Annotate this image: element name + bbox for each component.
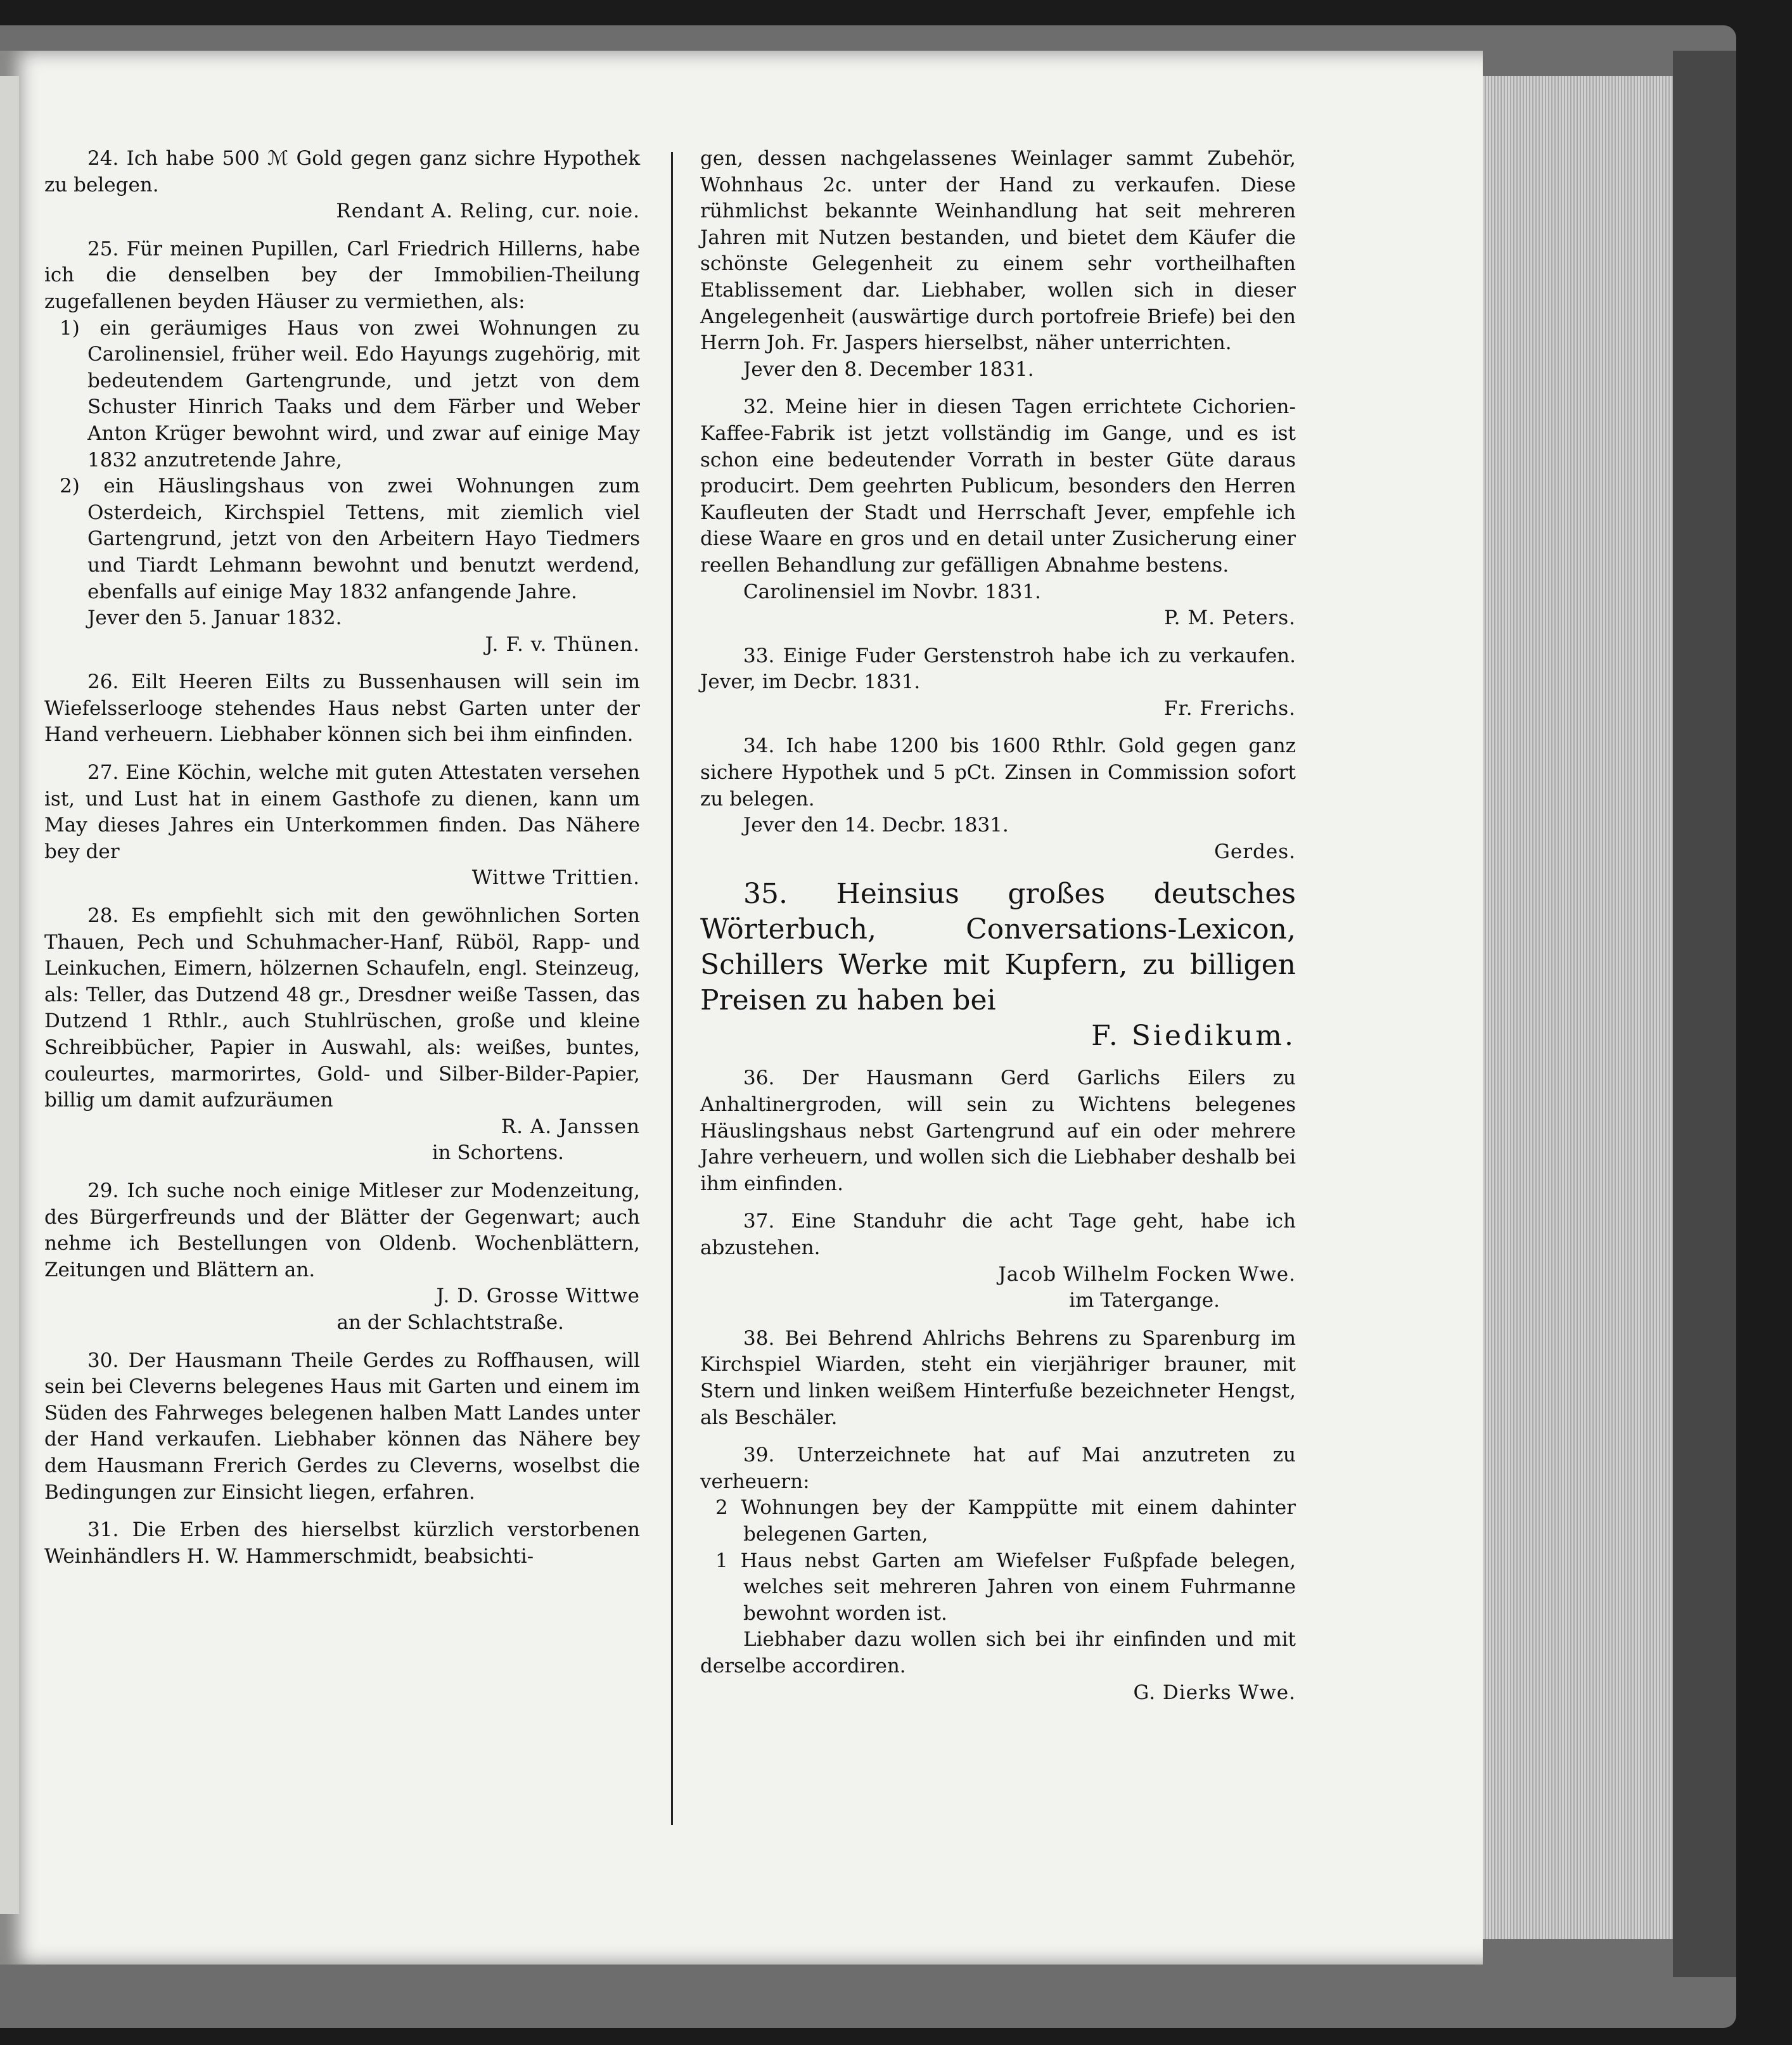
advert-entry <box>44 903 640 1167</box>
advert-entry <box>700 146 1296 383</box>
previous-page-edge <box>0 76 19 1914</box>
advert-signature: J. F. v. Thünen. <box>485 632 640 656</box>
left-column <box>44 146 640 1581</box>
advert-entry <box>700 1442 1296 1706</box>
advert-signature: F. Siedikum. <box>1091 1020 1296 1053</box>
advert-text: 32. Meine hier in diesen Tagen errichtete Cichorien-Kaffee-Fabrik ist jetzt vollständig im Gange, und es ist schon eine bedeutender Vorrath in bester Güte daraus producirt. Dem geehrten Publicum, besonders den Herren Kaufleuten der Stadt und Herrschaft Jever, empfehle ich diese Waare en gros und en detail unter Zusicherung einer reellen Behandlung zur gefälligen Abnahme bestens. <box>700 395 1296 577</box>
advert-text: 27. Eine Köchin, welche mit guten Attestaten versehen ist, und Lust hat in einem Gasthofe zu dienen, kann um May dieses Jahres ein Unterkommen finden. Das Nähere bey der <box>44 761 640 863</box>
advert-signature-location: im Tatergange. <box>1069 1289 1220 1312</box>
advert-text: 34. Ich habe 1200 bis 1600 Rthlr. Gold gegen ganz sichere Hypothek und 5 pCt. Zinsen in Commission sofort zu belegen. <box>700 734 1296 811</box>
page-edges <box>1483 76 1673 1939</box>
right-column <box>700 146 1296 1717</box>
advert-list-item: 2) ein Häuslingshaus von zwei Wohnungen zum Osterdeich, Kirchspiel Tettens, mit ziemlich viel Gartengrund, jetzt von den Arbeitern Hayo Tiedmers und Tiardt Lehmann bewohnt und benutzt werdend, ebenfalls auf einige May 1832 anfangende Jahre. <box>60 475 640 603</box>
advert-text: 35. Heinsius großes deutsches Wörterbuch, Conversations-Lexicon, Schillers Werke mit Kupfern, zu billigen Preisen zu haben bei <box>700 878 1296 1017</box>
advert-text: 28. Es empfiehlt sich mit den gewöhnlichen Sorten Thauen, Pech und Schuhmacher-Hanf, Rüböl, Rapp- und Leinkuchen, Eimern, hölzernen Schaufeln, engl. Steinzeug, als: Teller, das Dutzend 48 gr., Dresdner weiße Tassen, das Dutzend 1 Rthlr., auch Stuhlrüschen, große und kleine Schreibbücher, Papier in Auswahl, als: weißes, buntes, couleurtes, marmorirtes, Gold- und Silber-Bilder-Papier, billig um damit aufzuräumen <box>44 904 640 1112</box>
advert-entry <box>44 236 640 658</box>
advert-signature: Wittwe Trittien. <box>471 866 640 890</box>
advert-signature: G. Dierks Wwe. <box>1133 1681 1296 1704</box>
advert-text: 30. Der Hausmann Theile Gerdes zu Roffhausen, will sein bei Cleverns belegenes Haus mit Garten und einem im Süden des Fahrweges belegenen halben Matt Landes unter der Hand verkaufen. Liebhaber können das Nähere bey dem Hausmann Frerich Gerdes zu Cleverns, woselbst die Bedingungen zur Einsicht liegen, erfahren. <box>44 1349 640 1504</box>
advert-text: 25. Für meinen Pupillen, Carl Friedrich Hillerns, habe ich die denselben bey der Immobilien-Theilung zugefallenen beyden Häuser zu vermiethen, als: <box>44 237 640 313</box>
column-divider <box>671 152 673 1825</box>
advert-entry <box>44 669 640 748</box>
advert-entry <box>700 643 1296 722</box>
advert-signature: Rendant A. Reling, cur. noie. <box>336 200 640 223</box>
advert-signature: Jacob Wilhelm Focken Wwe. <box>998 1262 1296 1286</box>
advert-signature: Gerdes. <box>1214 840 1296 863</box>
advert-text: 29. Ich suche noch einige Mitleser zur Modenzeitung, des Bürgerfreunds und der Blätter der Gegenwart; auch nehme ich Bestellungen von Oldenb. Wochenblättern, Zeitungen und Blättern an. <box>44 1179 640 1281</box>
advert-place-date: Carolinensiel im Novbr. 1831. <box>743 580 1041 603</box>
advert-list-item: 2 Wohnungen bey der Kamppütte mit einem dahinter belegenen Garten, <box>715 1496 1296 1546</box>
advert-signature: P. M. Peters. <box>1164 606 1296 630</box>
advert-entry <box>44 146 640 225</box>
advert-list-item: 1 Haus nebst Garten am Wiefelser Fußpfade belegen, welches seit mehreren Jahren von einem Fuhrmanne bewohnt worden ist. <box>715 1549 1296 1625</box>
advert-entry <box>700 733 1296 865</box>
advert-text: 38. Bei Behrend Ahlrichs Behrens zu Sparenburg im Kirchspiel Wiarden, steht ein vierjähriger brauner, mit Stern und linken weißem Hinterfuße bezeichneter Hengst, als Beschäler. <box>700 1326 1296 1429</box>
advert-text: Liebhaber dazu wollen sich bei ihr einfinden und mit derselbe accordiren. <box>700 1628 1296 1677</box>
advert-text: 31. Die Erben des hierselbst kürzlich verstorbenen Weinhändlers H. W. Hammerschmidt, beabsichti- <box>44 1518 640 1568</box>
advert-entry <box>700 1208 1296 1314</box>
advert-entry <box>700 394 1296 631</box>
advert-signature: R. A. Janssen <box>501 1115 640 1138</box>
advert-entry <box>700 876 1296 1054</box>
advert-place-date: Jever den 5. Januar 1832. <box>87 606 342 630</box>
advert-place-date: Jever den 8. December 1831. <box>743 357 1034 381</box>
advert-signature: Fr. Frerichs. <box>1163 696 1296 720</box>
advert-text: 33. Einige Fuder Gerstenstroh habe ich zu verkaufen. Jever, im Decbr. 1831. <box>700 644 1296 694</box>
advert-signature: J. D. Grosse Wittwe <box>436 1285 640 1308</box>
advert-place-date: Jever den 14. Decbr. 1831. <box>743 814 1009 837</box>
advert-signature-location: in Schortens. <box>432 1141 564 1165</box>
advert-text: 36. Der Hausmann Gerd Garlichs Eilers zu Anhaltinergroden, will sein zu Wichtens belegenes Häuslingshaus nebst Gartengrund auf ein oder mehrere Jahre verheuern, und wollen sich die Liebhaber deshalb bei ihm einfinden. <box>700 1067 1296 1195</box>
advert-text: 24. Ich habe 500 ℳ Gold gegen ganz sichre Hypothek zu belegen. <box>44 147 640 196</box>
advert-text: 37. Eine Standuhr die acht Tage geht, habe ich abzustehen. <box>700 1210 1296 1259</box>
advert-entry <box>44 760 640 892</box>
advert-entry <box>44 1178 640 1337</box>
advert-continuation: gen, dessen nachgelassenes Weinlager sammt Zubehör, Wohnhaus 2c. unter der Hand zu verkaufen. Diese rühmlichst bekannte Weinhandlung hat seit mehreren Jahren mit Nutzen bestanden, und bietet dem Käufer die schönste Gelegenheit zu einem sehr vortheilhaften Etablissement dar. Liebhaber, wollen sich in dieser Angelegenheit (auswärtige durch portofreie Briefe) bei den Herrn Joh. Fr. Jaspers hierselbst, näher unterrichten. <box>700 147 1296 355</box>
book-binding <box>1673 51 1736 1977</box>
advert-text: 26. Eilt Heeren Eilts zu Bussenhausen will sein im Wiefelsserlooge stehendes Haus nebst Garten unter der Hand verheuern. Liebhaber können sich bei ihm einfinden. <box>44 670 640 747</box>
advert-list-item: 1) ein geräumiges Haus von zwei Wohnungen zu Carolinensiel, früher weil. Edo Hayungs zugehörig, mit bedeutendem Gartengrunde, und jetzt von dem Schuster Hinrich Taaks und dem Färber und Weber Anton Krüger bewohnt wird, und zwar auf einige May 1832 anzutretende Jahre, <box>60 316 640 471</box>
advert-entry <box>700 1065 1296 1197</box>
advert-signature-location: an der Schlachtstraße. <box>336 1311 564 1334</box>
advert-text: 39. Unterzeichnete hat auf Mai anzutreten zu verheuern: <box>700 1444 1296 1493</box>
advert-entry <box>44 1517 640 1570</box>
advert-entry <box>44 1348 640 1506</box>
advert-entry <box>700 1326 1296 1431</box>
